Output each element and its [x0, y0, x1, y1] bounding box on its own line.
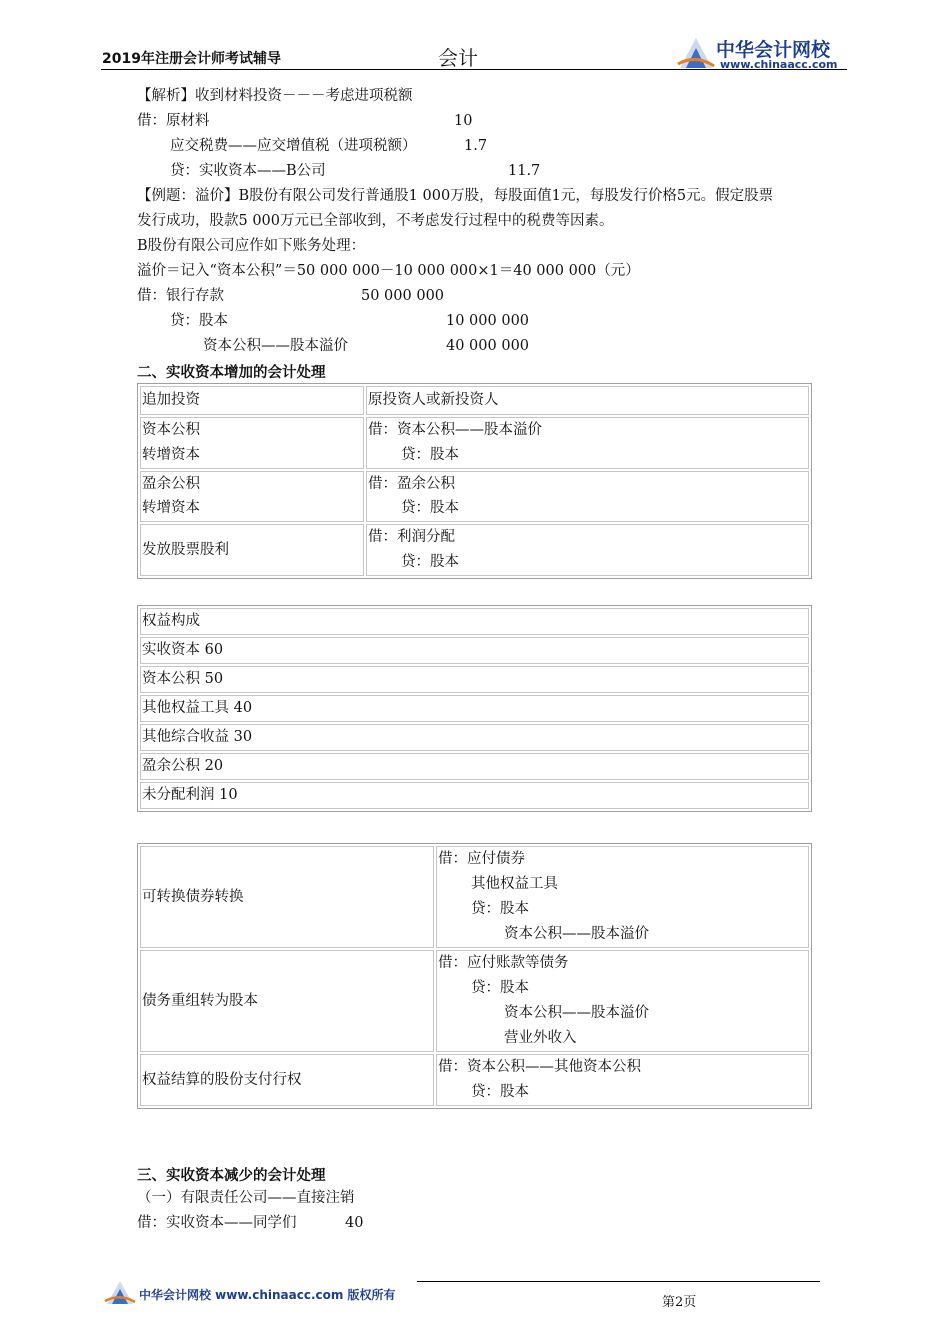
table-row — [140, 950, 809, 1052]
example-line-1 — [137, 184, 773, 209]
table-row — [140, 386, 809, 415]
table3-cell-left: 权益结算的股份支付行权 — [140, 1054, 434, 1106]
table-row — [140, 608, 809, 635]
entry1-debit-amount: 10 — [454, 113, 473, 129]
entry2-credit-2-amount: 40 000 000 — [446, 338, 530, 354]
table2-cell: 实收资本 60 — [140, 637, 809, 664]
table1-cell-right: 借：资本公积——股本溢价 贷：股本 — [366, 417, 809, 469]
table2-cell: 盈余公积 20 — [140, 753, 809, 780]
entry3-debit: 借：实收资本——同学们 — [137, 1215, 297, 1231]
entry2-credit-1: 贷：股本 — [170, 313, 228, 329]
analysis-line — [137, 84, 413, 109]
table-row — [140, 846, 809, 948]
example-line-2: 发行成功，股款5 000万元已全部收到，不考虑发行过程中的税费等因素。 — [137, 213, 614, 229]
table-row — [140, 753, 809, 780]
table-row — [140, 695, 809, 722]
entry1-credit: 贷：实收资本——B公司 — [170, 163, 326, 179]
section-3-heading: 三、实收资本减少的会计处理 — [137, 1168, 326, 1184]
entry1-vat-amount: 1.7 — [464, 138, 488, 154]
table-row — [140, 782, 809, 809]
table2-cell: 其他权益工具 40 — [140, 695, 809, 722]
table-row — [140, 666, 809, 693]
footer-logo-icon — [104, 1278, 136, 1306]
table-equity — [137, 605, 812, 812]
entry1-credit-amount: 11.7 — [508, 163, 541, 179]
page-number: 第2页 — [662, 1295, 697, 1310]
analysis-text: 收到材料投资－－－考虑进项税额 — [195, 88, 413, 104]
example-line-3: B股份有限公司应作如下账务处理： — [137, 238, 366, 254]
section-3-subheading: （一）有限责任公司——直接注销 — [137, 1190, 355, 1206]
table3-cell-right: 借：应付账款等债务 贷：股本 资本公积——股本溢价 营业外收入 — [436, 950, 809, 1052]
entry2-debit-amount: 50 000 000 — [361, 288, 445, 304]
table-row — [140, 417, 809, 469]
table1-cell-left: 追加投资 — [140, 386, 364, 415]
table2-cell: 未分配利润 10 — [140, 782, 809, 809]
table2-cell: 资本公积 50 — [140, 666, 809, 693]
example-line-4: 溢价＝记入“资本公积”＝50 000 000－10 000 000×1＝40 000 000（元） — [137, 263, 640, 279]
entry1-vat: 应交税费——应交增值税（进项税额） — [170, 138, 417, 154]
entry2-debit: 借：银行存款 — [137, 288, 224, 304]
example-text-1: B股份有限公司发行普通股1 000万股，每股面值1元，每股发行价格5元。假定股票 — [238, 188, 774, 204]
table1-cell-right: 借：利润分配 贷：股本 — [366, 524, 809, 576]
section-2-heading: 二、实收资本增加的会计处理 — [137, 365, 326, 381]
entry2-credit-2: 资本公积——股本溢价 — [203, 338, 348, 354]
table-increase — [137, 383, 812, 579]
table3-cell-left: 债务重组转为股本 — [140, 950, 434, 1052]
entry1-debit: 借：原材料 — [137, 113, 210, 129]
table1-cell-right: 借：盈余公积 贷：股本 — [366, 471, 809, 523]
table2-cell: 权益构成 — [140, 608, 809, 635]
table-conversion — [137, 843, 812, 1109]
entry3-debit-amount: 40 — [345, 1215, 364, 1231]
table1-cell-right: 原投资人或新投资人 — [366, 386, 809, 415]
header-subject: 会计 — [438, 46, 478, 70]
header-title: 2019年注册会计师考试辅导 — [102, 51, 281, 67]
logo-url: www.chinaacc.com — [720, 58, 838, 71]
analysis-label: 【解析】 — [137, 88, 195, 104]
table-row — [140, 524, 809, 576]
footer-copyright: 中华会计网校 www.chinaacc.com 版权所有 — [139, 1288, 396, 1302]
table-row — [140, 471, 809, 523]
table3-cell-right: 借：资本公积——其他资本公积 贷：股本 — [436, 1054, 809, 1106]
table1-cell-left: 盈余公积 转增资本 — [140, 471, 364, 523]
table1-cell-left: 资本公积 转增资本 — [140, 417, 364, 469]
table-row — [140, 724, 809, 751]
table3-cell-right: 借：应付债券 其他权益工具 贷：股本 资本公积——股本溢价 — [436, 846, 809, 948]
table1-cell-left: 发放股票股利 — [140, 524, 364, 576]
logo-title: 中华会计网校 — [716, 39, 831, 61]
table-row — [140, 1054, 809, 1106]
entry2-credit-1-amount: 10 000 000 — [446, 313, 530, 329]
logo-icon — [676, 34, 716, 70]
example-label: 【例题：溢价】 — [137, 188, 239, 204]
table3-cell-left: 可转换债券转换 — [140, 846, 434, 948]
table-row — [140, 637, 809, 664]
table2-cell: 其他综合收益 30 — [140, 724, 809, 751]
footer-divider — [417, 1281, 820, 1282]
